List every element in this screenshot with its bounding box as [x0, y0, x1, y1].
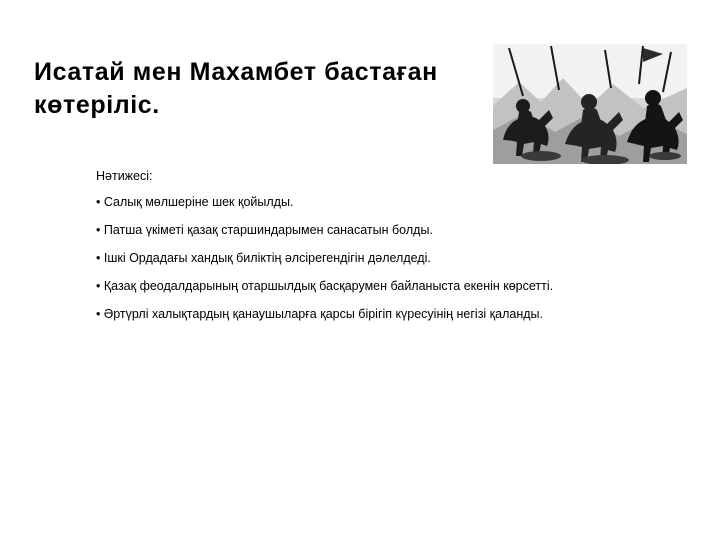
- bullet-item: • Қазақ феодалдарының отаршылдық басқарумен байланыста екенін көрсетті.: [96, 279, 554, 293]
- results-body: [96, 168, 632, 334]
- bullet-item: • Патша үкіметі қазақ старшиндарымен санасатын болды.: [96, 223, 433, 237]
- horsemen-battle-illustration: [493, 44, 687, 164]
- illustration-graphic: [493, 44, 687, 164]
- results-lead: Нәтижесі:: [96, 169, 153, 183]
- bullet-item: • Әртүрлі халықтардың қанаушыларға қарсы бірігіп күресуінің негізі қаланды.: [96, 307, 543, 321]
- page-title: Исатай мен Махамбет бастаған көтеріліс.: [34, 58, 438, 119]
- bullet-item: • Салық мөлшеріне шек қойылды.: [96, 195, 294, 209]
- bullet-item: • Ішкі Ордадағы хандық биліктің әлсірегендігін дәлелдеді.: [96, 251, 431, 265]
